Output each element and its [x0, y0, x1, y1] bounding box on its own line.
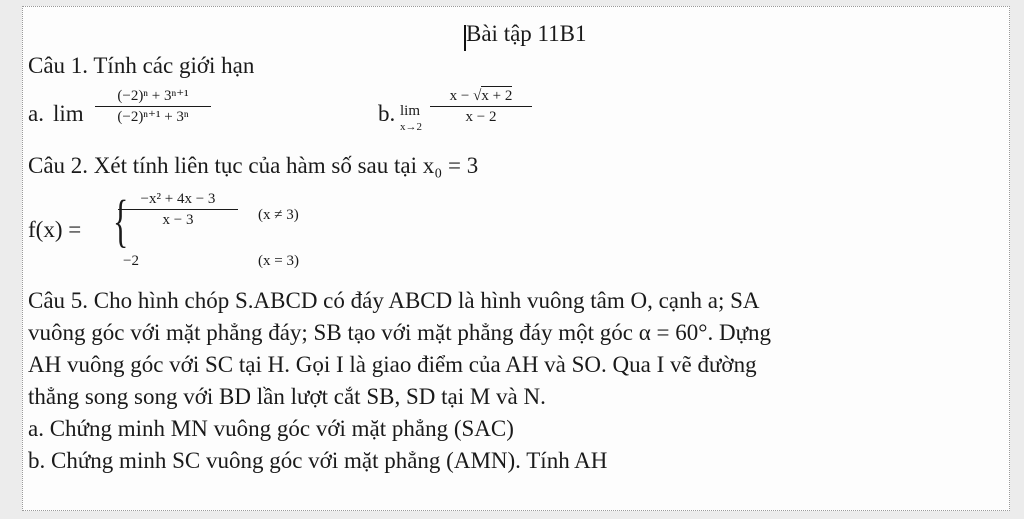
q1b-lim-subscript: x→2 [400, 121, 422, 133]
q2-case1-numerator: −x² + 4x − 3 [140, 191, 216, 207]
q2-case1-denominator: x − 3 [162, 212, 194, 228]
q1a-denominator: (−2)ⁿ⁺¹ + 3ⁿ [117, 109, 189, 125]
q1b-denominator: x − 2 [465, 109, 497, 125]
q2-case1-fraction [118, 190, 238, 229]
fraction-bar [430, 106, 532, 107]
q5-line-1: Câu 5. Cho hình chóp S.ABCD có đáy ABCD là hình vuông tâm O, cạnh a; SA [28, 288, 760, 313]
q1a-fraction [95, 87, 211, 126]
q1b-lim: lim [400, 103, 421, 119]
q2-case1-condition: (x ≠ 3) [258, 207, 299, 223]
q1a-numerator: (−2)ⁿ + 3ⁿ⁺¹ [117, 88, 189, 104]
q5-line-4: thẳng song song với BD lần lượt cắt SB, SD tại M và N. [28, 384, 546, 409]
q5-line-2: vuông góc với mặt phẳng đáy; SB tạo với mặt phẳng đáy một góc α = 60°. Dựng [28, 320, 772, 345]
q2-heading: Câu 2. Xét tính liên tục của hàm số sau tại x₀ = 3 [28, 153, 479, 178]
document-page [22, 6, 1010, 511]
document-title: Bài tập 11B1 [466, 21, 587, 46]
q5-line-3: AH vuông góc với SC tại H. Gọi I là giao điểm của AH và SO. Qua I vẽ đường [28, 352, 757, 377]
q1b-fraction [430, 87, 532, 126]
q2-case2-condition: (x = 3) [258, 253, 299, 269]
piecewise-brace: { [113, 188, 129, 253]
q5-paragraph [28, 287, 998, 474]
q1b-sqrt-radicand: x + 2 [481, 88, 513, 104]
q1b-label: b. [378, 101, 396, 126]
q5-line-5: a. Chứng minh MN vuông góc với mặt phẳng (SAC) [28, 416, 514, 441]
fraction-bar [95, 106, 211, 107]
q1a-lim: lim [53, 101, 84, 126]
fraction-bar [118, 209, 238, 210]
q2-fx-label: f(x) = [28, 217, 82, 242]
q5-line-6: b. Chứng minh SC vuông góc với mặt phẳng (AMN). Tính AH [28, 448, 608, 473]
q1a-label: a. [28, 101, 44, 126]
q1b-numerator: x − √x + 2 [449, 88, 513, 104]
q1-heading: Câu 1. Tính các giới hạn [28, 53, 255, 78]
q2-case2-value: −2 [123, 253, 139, 269]
q1b-numerator-x: x − [449, 88, 474, 104]
